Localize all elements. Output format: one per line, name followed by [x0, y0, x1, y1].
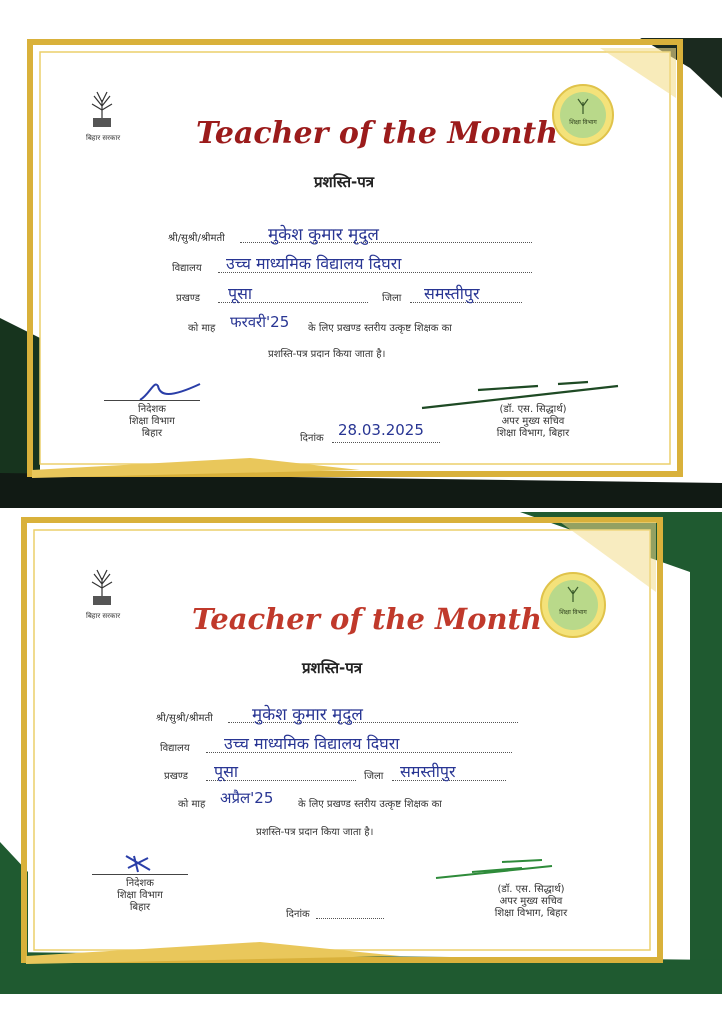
director-signature [120, 852, 160, 876]
block-value: पूसा [228, 284, 253, 303]
award-statement: प्रशस्ति-पत्र प्रदान किया जाता है। [268, 349, 386, 360]
certificate-february [0, 38, 722, 508]
district-value: समस्तीपुर [400, 762, 456, 781]
secretary-signature [432, 858, 562, 884]
secretary-dept: शिक्षा विभाग, बिहार [496, 428, 570, 439]
secretary-block [476, 884, 586, 920]
district-label: जिला [382, 293, 402, 304]
date-label: दिनांक [286, 909, 310, 920]
left-logo-caption: बिहार सरकार [86, 134, 121, 142]
award-statement: प्रशस्ति-पत्र प्रदान किया जाता है। [256, 827, 374, 838]
month-prefix: को माह [188, 323, 216, 334]
left-logo-caption: बिहार सरकार [86, 612, 121, 620]
school-value: उच्च माध्यमिक विद्यालय दिघरा [226, 254, 402, 273]
name-label: श्री/सुश्री/श्रीमती [168, 233, 225, 244]
director-sign-line [104, 400, 200, 401]
secretary-name: (डॉ. एस. सिद्धार्थ) [499, 404, 567, 415]
school-label: विद्यालय [172, 263, 202, 274]
date-value: 28.03.2025 [338, 421, 424, 439]
director-state: बिहार [141, 428, 163, 439]
secretary-dept: शिक्षा विभाग, बिहार [494, 908, 568, 919]
director-sign-line [92, 874, 188, 875]
block-value: पूसा [214, 762, 239, 781]
certificate-title: Teacher of the Month [192, 602, 543, 636]
date-line [316, 918, 384, 919]
month-value: अप्रैल'25 [220, 789, 274, 807]
seal-text: शिक्षा विभाग [559, 609, 587, 616]
certificate-april [0, 512, 722, 994]
school-value: उच्च माध्यमिक विद्यालय दिघरा [224, 734, 400, 753]
seal-text: शिक्षा विभाग [569, 119, 597, 126]
district-value: समस्तीपुर [424, 284, 480, 303]
bihar-emblem-icon [82, 566, 122, 612]
name-label: श्री/सुश्री/श्रीमती [156, 713, 213, 724]
seal-emblem-icon [564, 584, 582, 604]
director-dept: शिक्षा विभाग [117, 890, 163, 901]
director-state: बिहार [129, 902, 151, 913]
secretary-title: अपर मुख्य सचिव [499, 896, 563, 907]
director-dept: शिक्षा विभाग [129, 416, 175, 427]
month-value: फरवरी'25 [230, 313, 290, 331]
certificate-title: Teacher of the Month [196, 116, 559, 151]
certificate-subtitle: प्रशस्ति-पत्र [314, 173, 375, 191]
director-title: निदेशक [126, 878, 154, 889]
month-suffix: के लिए प्रखण्ड स्तरीय उत्कृष्ट शिक्षक का [308, 323, 452, 334]
director-block [92, 878, 188, 914]
director-title: निदेशक [138, 404, 166, 415]
date-label: दिनांक [300, 433, 324, 444]
district-label: जिला [364, 771, 384, 782]
block-label: प्रखण्ड [176, 293, 200, 304]
secretary-name: (डॉ. एस. सिद्धार्थ) [497, 884, 565, 895]
name-value: मुकेश कुमार मृदुल [268, 225, 379, 245]
month-suffix: के लिए प्रखण्ड स्तरीय उत्कृष्ट शिक्षक का [298, 799, 442, 810]
name-value: मुकेश कुमार मृदुल [252, 705, 363, 725]
seal-emblem-icon [574, 96, 592, 116]
secretary-block [478, 404, 588, 440]
school-label: विद्यालय [160, 743, 190, 754]
director-block [104, 404, 200, 440]
bihar-emblem-icon [82, 88, 122, 134]
director-signature [130, 376, 210, 406]
block-label: प्रखण्ड [164, 771, 188, 782]
date-line [332, 442, 440, 443]
secretary-title: अपर मुख्य सचिव [501, 416, 565, 427]
education-department-seal [552, 84, 614, 146]
certificate-subtitle: प्रशस्ति-पत्र [302, 659, 363, 677]
month-prefix: को माह [178, 799, 206, 810]
education-department-seal [540, 572, 606, 638]
